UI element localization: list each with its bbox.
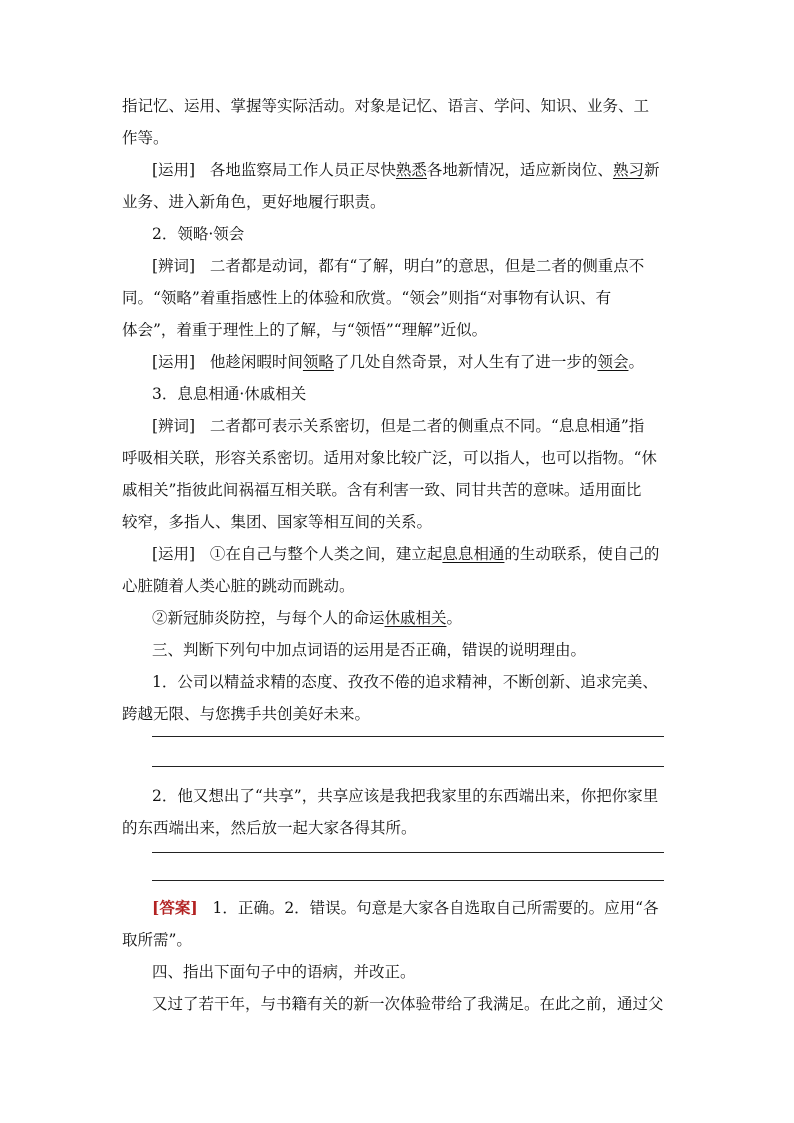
text-span: 二者都可表示关系密切，但是二者的侧重点不同。“息息相通”指 <box>209 417 645 435</box>
text-span: ②新冠肺炎防控，与每个人的命运 <box>152 609 385 627</box>
text-span: 各地监察局工作人员正尽快 <box>209 161 396 179</box>
section-heading: 四、指出下面句子中的语病，并改正。 <box>152 963 416 981</box>
subheading: 3．息息相通·休戚相关 <box>152 385 307 403</box>
paragraph-line: 的东西端出来，然后放一起大家各得其所。 <box>122 819 417 837</box>
paragraph-line: 体会”，着重于理性上的了解，与“领悟”“理解”近似。 <box>122 321 488 339</box>
answer-blank-line[interactable] <box>152 880 664 881</box>
usage-example <box>152 159 682 181</box>
paragraph-line: 取所需”。 <box>122 931 192 949</box>
paragraph-line: 呼吸相关联，形容关系密切。适用对象比较广泛，可以指人，也可以指物。“休 <box>122 449 657 467</box>
text-span: 各地新情况，适应新岗位、 <box>426 161 613 179</box>
paragraph-line: 业务、进入新角色，更好地履行职责。 <box>122 193 386 211</box>
distinction-note <box>152 255 682 277</box>
usage-tag: [运用] <box>152 161 196 179</box>
subheading: 2．领略·领会 <box>152 225 245 243</box>
underlined-word: 息息相通 <box>442 545 505 563</box>
text-span: 了几处自然奇景，对人生有了进一步的 <box>333 353 598 371</box>
text-span: 新 <box>643 161 660 179</box>
answer-blank-line[interactable] <box>152 736 664 737</box>
text-span: 他趁闲暇时间 <box>209 353 303 371</box>
text-span: 二者都是动词，都有“了解，明白”的意思，但是二者的侧重点不 <box>209 257 645 275</box>
text-span: 。 <box>628 353 644 371</box>
question-2: 2．他又想出了“共享”，共享应该是我把我家里的东西端出来，你把你家里 <box>152 787 659 805</box>
paragraph-line: 戚相关”指彼此间祸福互相关联。含有利害一致、同甘共苦的意味。适用面比 <box>122 481 642 499</box>
distinction-note <box>152 415 682 437</box>
usage-example <box>152 607 682 629</box>
paragraph-line: 心脏随着人类心脏的跳动而跳动。 <box>122 577 355 595</box>
usage-tag: [运用] <box>152 545 196 563</box>
text-span: 的生动联系，使自己的 <box>504 545 660 563</box>
answer-blank-line[interactable] <box>152 766 664 767</box>
paragraph-line: 作等。 <box>122 129 169 147</box>
usage-tag: [运用] <box>152 353 196 371</box>
text-span: ①在自己与整个人类之间，建立起 <box>209 545 443 563</box>
paragraph-line: 跨越无限、与您携手共创美好未来。 <box>122 705 371 723</box>
paragraph-line: 较窄，多指人、集团、国家等相互间的关系。 <box>122 513 433 531</box>
paragraph-line: 又过了若干年，与书籍有关的新一次体验带给了我满足。在此之前，通过父 <box>152 995 664 1013</box>
distinction-tag: [辨词] <box>152 417 196 435</box>
answer-block <box>152 897 682 919</box>
underlined-word: 休戚相关 <box>384 609 447 627</box>
section-heading: 三、判断下列句中加点词语的运用是否正确，错误的说明理由。 <box>152 641 587 659</box>
text-span: 。 <box>446 609 463 627</box>
paragraph-line: 同。“领略”着重指感性上的体验和欣赏。“领会”则指“对事物有认识、有 <box>122 289 612 307</box>
underlined-word: 领略 <box>302 353 334 371</box>
answer-tag: [答案] <box>152 898 198 917</box>
answer-blank-line[interactable] <box>152 852 664 853</box>
underlined-word: 熟悉 <box>395 161 427 179</box>
distinction-tag: [辨词] <box>152 257 196 275</box>
usage-example <box>152 543 682 565</box>
underlined-word: 熟习 <box>612 161 644 179</box>
underlined-word: 领会 <box>597 353 629 371</box>
question-1: 1．公司以精益求精的态度、孜孜不倦的追求精神，不断创新、追求完美、 <box>152 673 658 691</box>
usage-example <box>152 351 682 373</box>
paragraph-line: 指记忆、运用、掌握等实际活动。对象是记忆、语言、学问、知识、业务、工 <box>122 97 650 115</box>
text-span: 1．正确。2．错误。句意是大家各自选取自己所需要的。应用“各 <box>212 899 659 917</box>
